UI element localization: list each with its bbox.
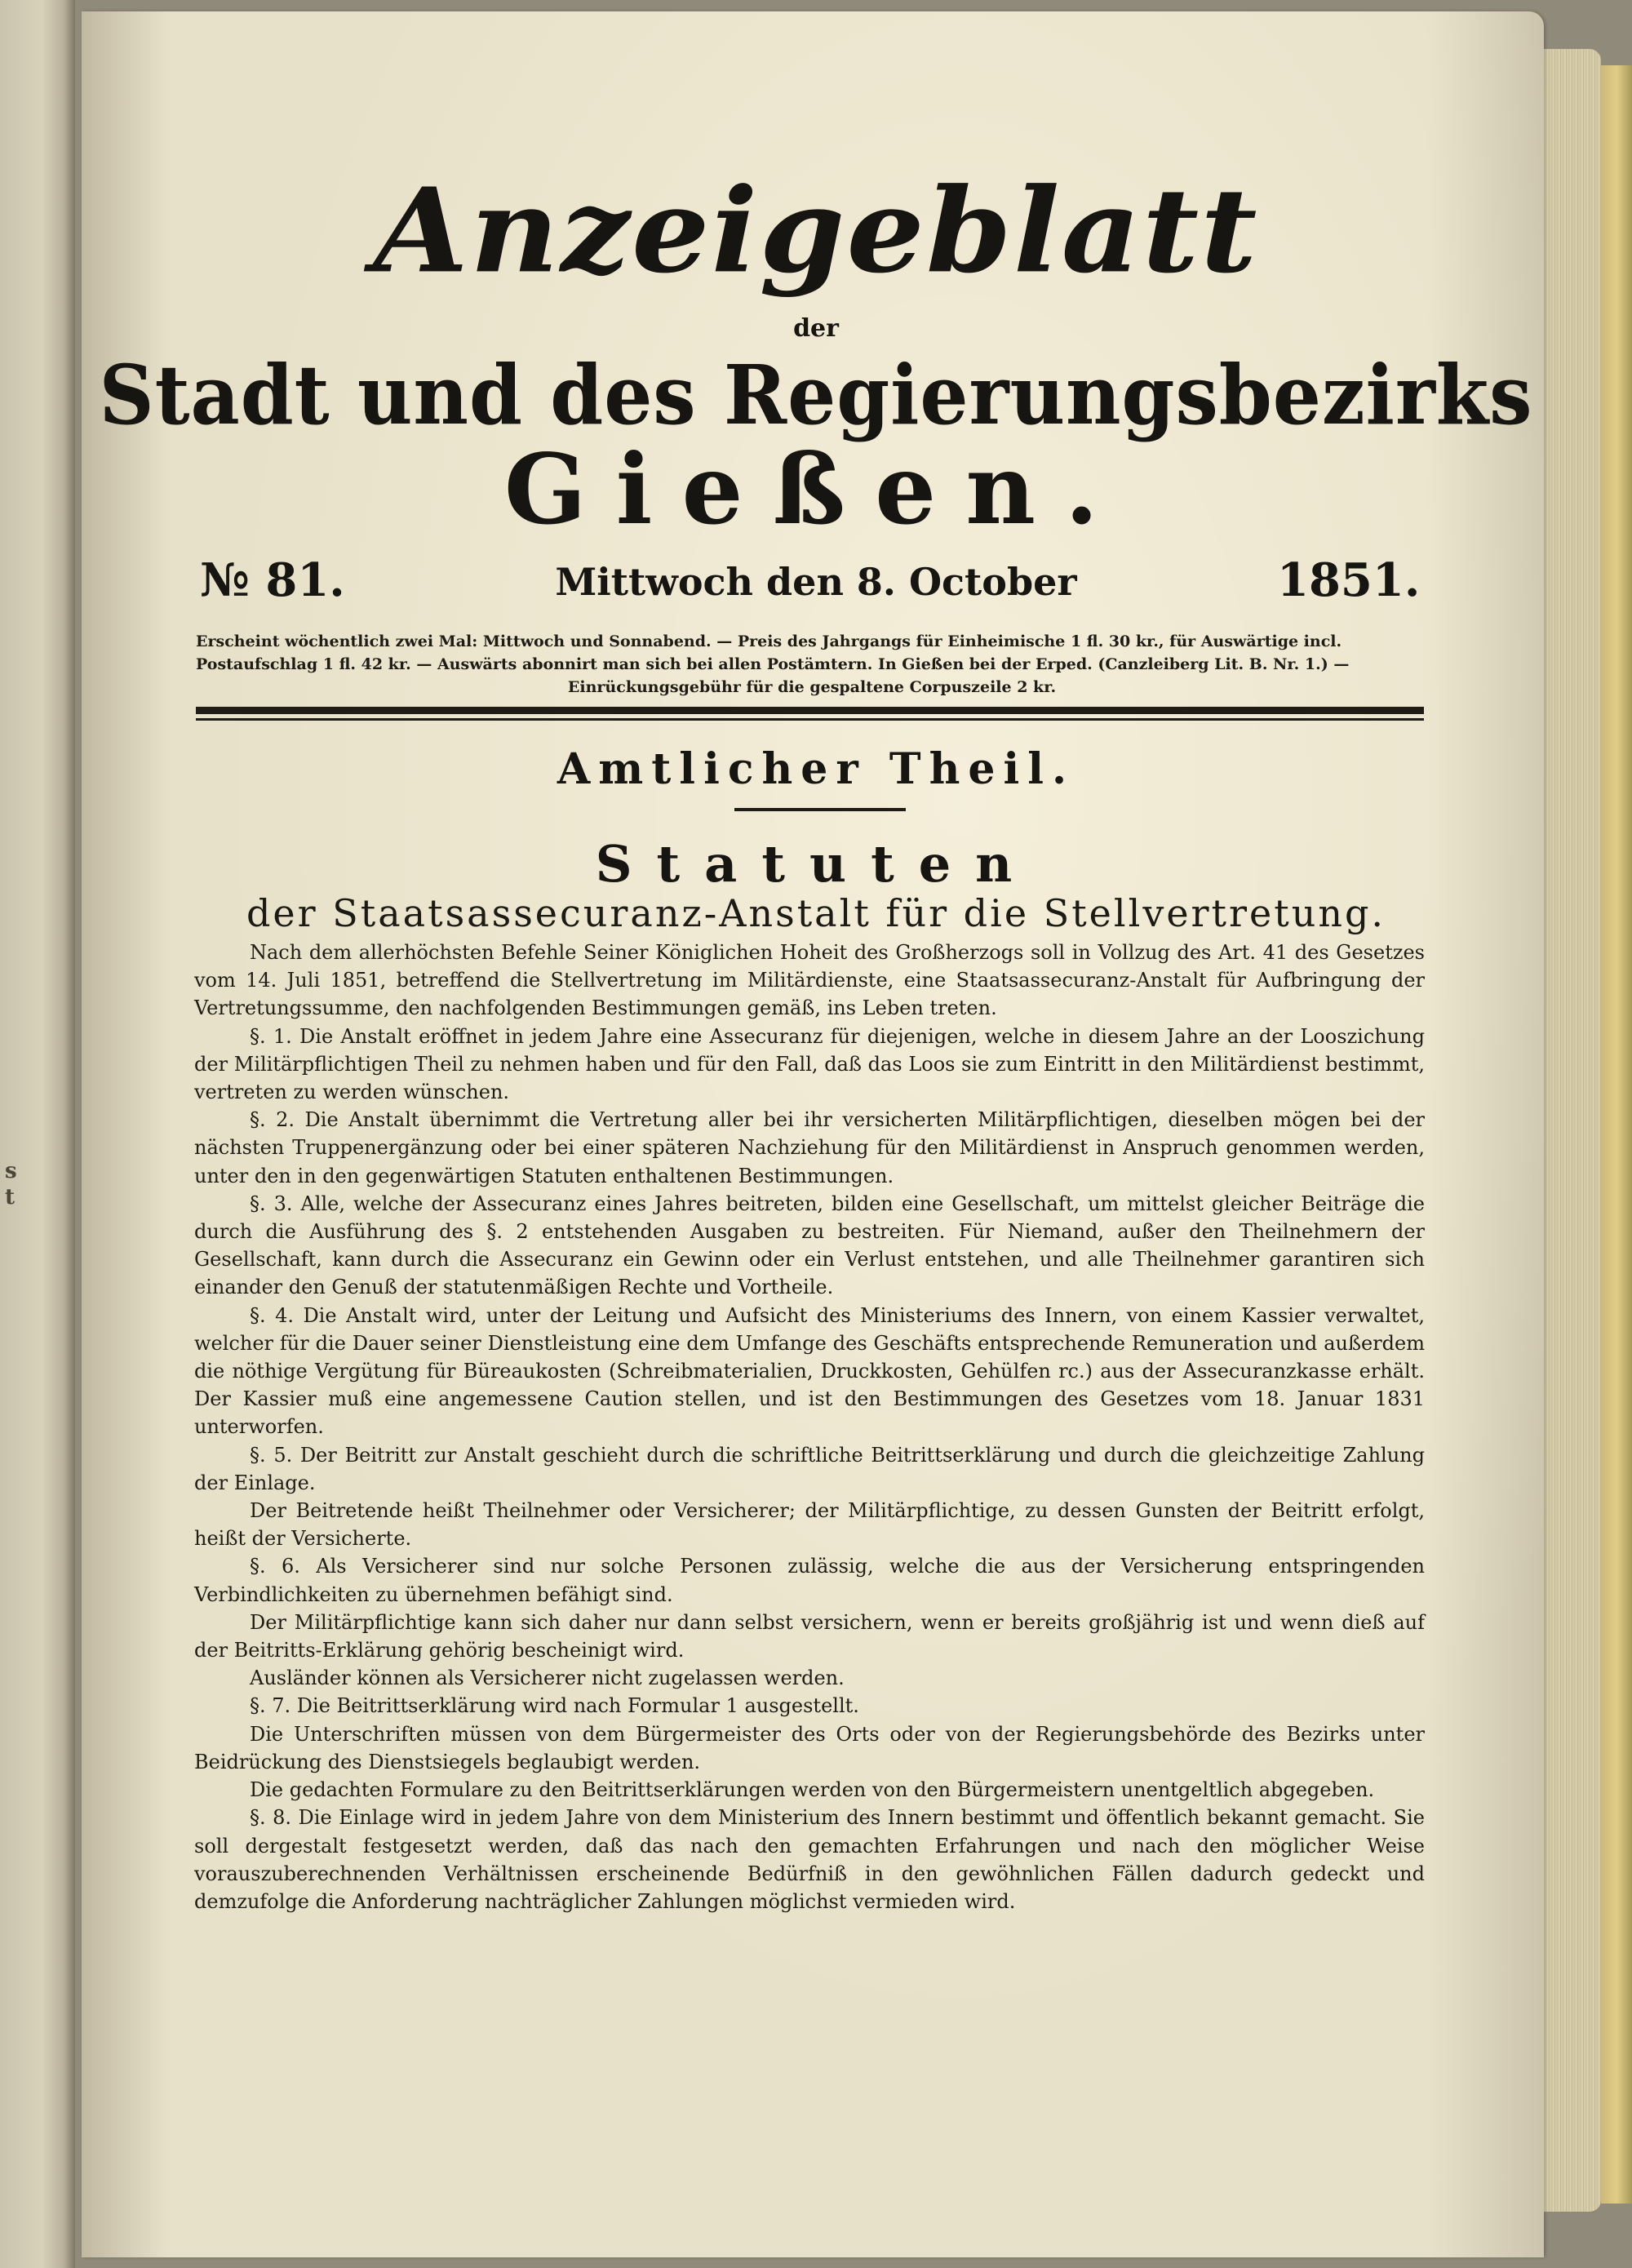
section-title: Amtlicher Theil. [557, 744, 1075, 794]
section-underline [734, 808, 906, 811]
paragraph: Die Unterschriften müssen von dem Bürgermeister des Orts oder von der Regierungsbehörde des Bezirks unter Beidrückung des Dienstsiegels beglaubigt werden. [194, 1722, 1425, 1773]
paragraph: §. 3. Alle, welche der Assecuranz eines Jahres beitreten, bilden eine Gesellschaft, um mittelst gleicher Beiträge die durch die Ausführung des §. 2 entstehenden Ausgaben zu bestreiten. Für Niemand, außer den Theilnehmern der Gesellschaft, kann durch die Assecuranz ein Gewinn oder ein Verlust entstehen, und alle Theilnehmer garantiren sich einander den Genuß der statutenmäßigen Rechte und Vortheile. [194, 1192, 1425, 1299]
subscription-terms-line: Erscheint wöchentlich zwei Mal: Mittwoch und Sonnabend. — Preis des Jahrgangs für Einheimische 1 fl. 30 kr., für Auswärtige incl. [196, 632, 1342, 650]
paragraph: §. 5. Der Beitritt zur Anstalt geschieht durch die schriftliche Beitrittserklärung und durch die gleichzeitige Zahlung der Einlage. [194, 1443, 1425, 1494]
left-page-fragment: s [5, 1159, 17, 1183]
issue-year: 1851. [1277, 553, 1421, 607]
article-subheading: der Staatsassecuranz-Anstalt für die Stellvertretung. [246, 891, 1386, 935]
article-heading: Statuten [595, 834, 1037, 894]
article-body [194, 939, 1425, 1915]
paragraph: Der Beitretende heißt Theilnehmer oder Versicherer; der Militärpflichtige, zu dessen Gunsten der Beitritt erfolgt, heißt der Versicherte. [194, 1499, 1425, 1551]
masthead-subtitle: Stadt und des Regierungsbezirks [99, 347, 1533, 443]
paragraph: §. 8. Die Einlage wird in jedem Jahre von dem Ministerium des Innern bestimmt und öffentlich bekannt gemacht. Sie soll dergestalt festgesetzt werden, daß das nach den gemachten Erfahrungen und nach den möglicher Weise vorauszuberechnenden Verhältnissen erscheinende Bedürfniß in den gewöhnlichen Fällen dadurch gedeckt und demzufolge die Anforderung nachträglicher Zahlungen möglichst vermieden wird. [194, 1806, 1425, 1913]
masthead-der: der [793, 314, 839, 343]
paragraph: §. 1. Die Anstalt eröffnet in jedem Jahre eine Assecuranz für diejenigen, welche in diesem Jahre an der Looszichung der Militärpflichtigen Theil zu nehmen haben und für den Fall, daß das Loos sie zum Eintritt in den Militärdienst bestimmt, vertreten zu werden wünschen. [194, 1024, 1425, 1104]
paragraph: §. 7. Die Beitrittserklärung wird nach Formular 1 ausgestellt. [250, 1694, 859, 1718]
masthead-title: Anzeigeblatt [373, 162, 1259, 300]
paragraph: §. 4. Die Anstalt wird, unter der Leitung und Aufsicht des Ministeriums des Innern, von einem Kassier verwaltet, welcher für die Dauer seiner Dienstleistung eine dem Umfange des Geschäfts entsprechende Remuneration und außerdem die nöthige Vergütung für Büreaukosten (Schreibmaterialien, Druckkosten, Gehülfen rc.) aus der Assecuranzkasse erhält. Der Kassier muß eine angemessene Caution stellen, und ist den Bestimmungen des Gesetzes vom 18. Januar 1831 unterworfen. [194, 1303, 1425, 1439]
subscription-terms-line: Einrückungsgebühr für die gespaltene Corpuszeile 2 kr. [567, 678, 1057, 696]
book-spine [1601, 65, 1632, 2204]
header-divider [196, 707, 1424, 714]
paragraph: Nach dem allerhöchsten Befehle Seiner Königlichen Hoheit des Großherzogs soll in Vollzug des Art. 41 des Gesetzes vom 14. Juli 1851, betreffend die Stellvertretung im Militärdienste, eine Staatsassecuranz-Anstalt für Aufbringung der Vertretungssumme, den nachfolgenden Bestimmungen gemäß, ins Leben treten. [194, 941, 1425, 1020]
left-page-fragment: t [5, 1185, 16, 1209]
masthead-city: Gießen. [503, 433, 1129, 546]
paragraph: Der Militärpflichtige kann sich daher nur dann selbst versichern, wenn er bereits großjährig ist und wenn dieß auf der Beitritts-Erklärung gehörig bescheinigt wird. [194, 1610, 1425, 1662]
subscription-terms-line: Postaufschlag 1 fl. 42 kr. — Auswärts abonnirt man sich bei allen Postämtern. In Gießen bei der Erped. (Canzleiberg Lit. B. Nr. 1.) — [196, 655, 1350, 673]
issue-date: Mittwoch den 8. October [555, 560, 1077, 604]
issue-number: № 81. [200, 553, 345, 607]
paragraph: Die gedachten Formulare zu den Beitrittserklärungen werden von den Bürgermeistern unentgeltlich abgegeben. [250, 1778, 1375, 1802]
paragraph: §. 6. Als Versicherer sind nur solche Personen zulässig, welche die aus der Versicherung entspringenden Verbindlichkeiten zu übernehmen befähigt sind. [194, 1555, 1425, 1606]
paragraph: §. 2. Die Anstalt übernimmt die Vertretung aller bei ihr versicherten Militärpflichtigen, dieselben mögen bei der nächsten Truppenergänzung oder bei einer späteren Nachziehung für den Militärdienst in Anspruch genommen werden, unter den in den gegenwärtigen Statuten enthaltenen Bestimmungen. [194, 1108, 1425, 1187]
paragraph: Ausländer können als Versicherer nicht zugelassen werden. [250, 1667, 845, 1690]
header-divider-thin [196, 718, 1424, 721]
